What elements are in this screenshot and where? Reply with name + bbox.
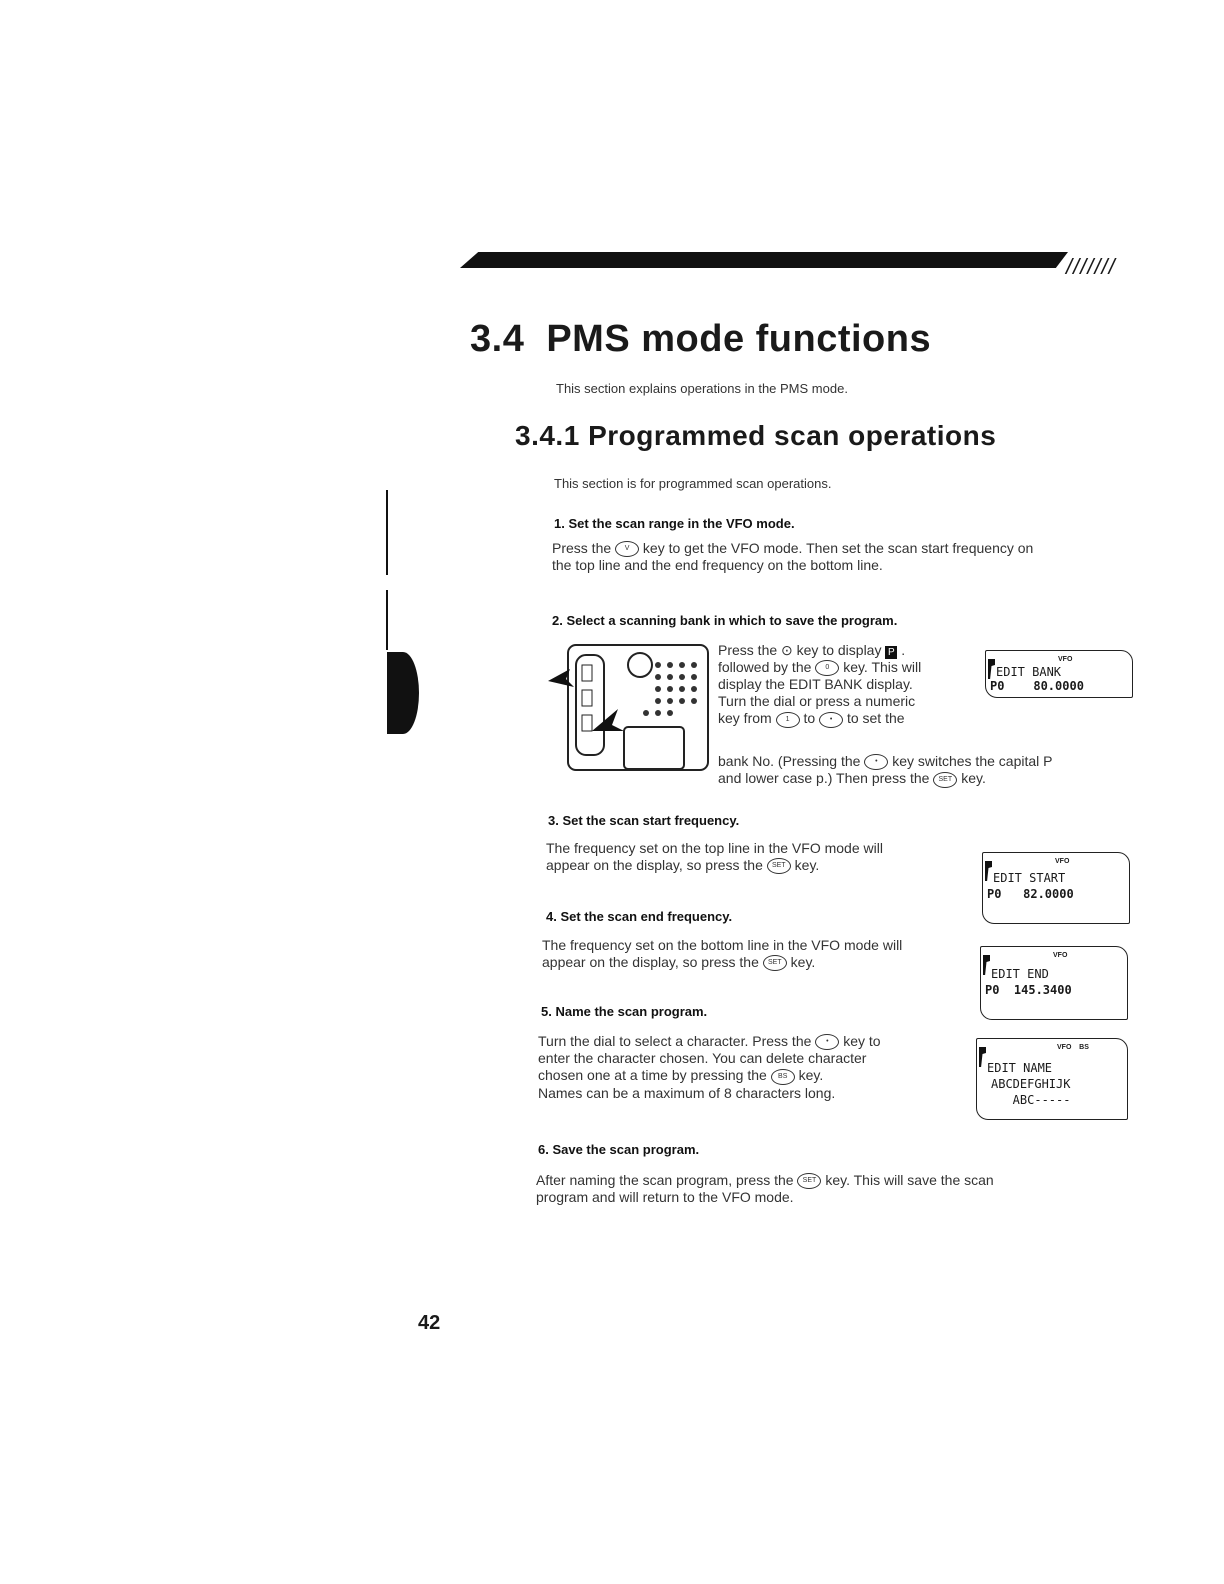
margin-line-upper xyxy=(386,490,388,575)
bs-key-icon: BS xyxy=(771,1069,795,1085)
step-6-line1a: After naming the scan program, press the xyxy=(536,1172,794,1188)
lcd-line2: ABCDEFGHIJK xyxy=(991,1077,1071,1091)
step-1-text3: the top line and the end frequency on the bottom line. xyxy=(552,557,883,574)
lcd-edit-end xyxy=(980,946,1128,1020)
step-2-title: 2. Select a scanning bank in which to save the program. xyxy=(552,613,898,628)
lcd-vfo-tag: VFO xyxy=(1055,858,1070,865)
step-4-title: 4. Set the scan end frequency. xyxy=(546,909,733,924)
step-6-body xyxy=(536,1172,1096,1206)
lcd-line1: EDIT START xyxy=(993,871,1066,885)
section-number: 3.4 xyxy=(470,318,525,360)
lcd-line1: EDIT END xyxy=(991,967,1049,981)
step-5-title: 5. Name the scan program. xyxy=(541,1004,708,1019)
lcd-line2: P0 145.3400 xyxy=(985,983,1072,997)
step-5-line3b: key. xyxy=(798,1067,824,1084)
header-slashes: /////// xyxy=(1066,254,1116,279)
step-5-line2: enter the character chosen. You can delete character xyxy=(538,1050,867,1067)
subsection-title xyxy=(515,420,996,452)
step-1-text2: key to get the VFO mode. Then set the scan start frequency on xyxy=(642,540,1034,556)
subsection-title-text: Programmed scan operations xyxy=(588,420,997,451)
step-2-line5c: to set the xyxy=(846,710,905,727)
lcd-edit-bank xyxy=(985,650,1133,698)
one-key-icon: 1 xyxy=(776,712,800,728)
step-1-body xyxy=(552,540,1132,574)
dot-key-icon: • xyxy=(815,1034,839,1050)
zero-key-icon: 0 xyxy=(815,660,839,676)
step-2-body: Press the ⊙ key to display P . followed by the 0 key. This will display the EDIT BANK display. Turn the dial or press a numeric key from 1 to • to set the xyxy=(718,642,978,728)
step-4-line2a: appear on the display, so press the xyxy=(542,954,759,970)
section-title xyxy=(470,318,931,361)
section-intro: This section explains operations in the PMS mode. xyxy=(556,381,848,396)
step-6-line2: program and will return to the VFO mode. xyxy=(536,1189,794,1206)
margin-tab-marker xyxy=(387,652,419,734)
margin-line-lower xyxy=(386,590,388,650)
step-2-line2a: followed by the xyxy=(718,659,812,675)
page-number: 42 xyxy=(418,1312,441,1334)
step-5-body xyxy=(538,1033,958,1102)
step-3-line1: The frequency set on the top line in the VFO mode will xyxy=(546,840,883,856)
step-1-text1: Press the xyxy=(552,540,612,556)
step-2-line7b: key. xyxy=(961,770,986,787)
lcd-flag-icon xyxy=(979,1047,986,1067)
step-2-line6b: key switches the capital P xyxy=(892,753,1053,769)
step-4-body xyxy=(542,937,972,971)
dot-key-icon: • xyxy=(819,712,843,728)
step-2-line4: Turn the dial or press a numeric xyxy=(718,693,916,710)
step-5-line3a: chosen one at a time by pressing the xyxy=(538,1067,767,1084)
section-title-text: PMS mode functions xyxy=(546,318,932,360)
step-3-body xyxy=(546,840,966,874)
step-6-title: 6. Save the scan program. xyxy=(538,1142,700,1157)
dot-key-icon: • xyxy=(864,754,888,770)
step-5-line1a: Turn the dial to select a character. Press the xyxy=(538,1033,812,1049)
step-5-line4: Names can be a maximum of 8 characters long. xyxy=(538,1084,836,1101)
step-6-line1b: key. This will save the scan xyxy=(825,1172,994,1188)
subsection-intro: This section is for programmed scan operations. xyxy=(554,476,832,491)
step-2-line7a: and lower case p.) Then press the xyxy=(718,770,930,787)
subsection-number: 3.4.1 xyxy=(515,420,580,451)
lcd-flag-icon xyxy=(983,955,990,975)
step-2-line6a: bank No. (Pressing the xyxy=(718,753,861,769)
lcd-edit-start xyxy=(982,852,1130,924)
step-3-line2a: appear on the display, so press the xyxy=(546,857,763,873)
lcd-line3: ABC----- xyxy=(991,1093,1071,1107)
lcd-edit-name xyxy=(976,1038,1128,1120)
vfo-key-icon: V xyxy=(615,541,639,557)
set-ent-key-icon: SET xyxy=(763,955,787,971)
step-2-body-wide xyxy=(718,753,1128,788)
step-2-line5a: key from xyxy=(718,710,772,727)
set-ent-key-icon: SET xyxy=(797,1173,821,1189)
step-1-title: 1. Set the scan range in the VFO mode. xyxy=(554,516,795,531)
lcd-line2: P0 80.0000 xyxy=(990,679,1084,693)
step-3-title: 3. Set the scan start frequency. xyxy=(548,813,740,828)
lcd-vfo-tag: VFO xyxy=(1053,952,1068,959)
step-2-line2b: key. This will xyxy=(843,659,922,675)
set-ent-key-icon: SET xyxy=(933,772,957,788)
lcd-vfo-bs-tag: VFO BS xyxy=(1057,1044,1089,1051)
step-4-line2b: key. xyxy=(790,954,816,970)
lcd-flag-icon xyxy=(985,861,992,881)
lcd-line1: EDIT BANK xyxy=(996,665,1062,679)
step-4-line1: The frequency set on the bottom line in the VFO mode will xyxy=(542,937,903,953)
lcd-line2: P0 82.0000 xyxy=(987,887,1074,901)
radio-illustration xyxy=(548,635,713,775)
lcd-line1: EDIT NAME xyxy=(987,1061,1053,1075)
lcd-flag-icon xyxy=(988,659,995,679)
p-display-icon: P xyxy=(885,646,897,659)
step-2-line1: Press the ⊙ key to display xyxy=(718,642,882,658)
set-ent-key-icon: SET xyxy=(767,858,791,874)
step-2-line3: display the EDIT BANK display. xyxy=(718,676,913,693)
header-bar xyxy=(460,252,1068,268)
step-5-line1b: key to xyxy=(843,1033,881,1049)
step-2-line5b: to xyxy=(803,710,816,727)
lcd-vfo-tag: VFO xyxy=(1058,656,1073,663)
step-3-line2b: key. xyxy=(794,857,820,873)
